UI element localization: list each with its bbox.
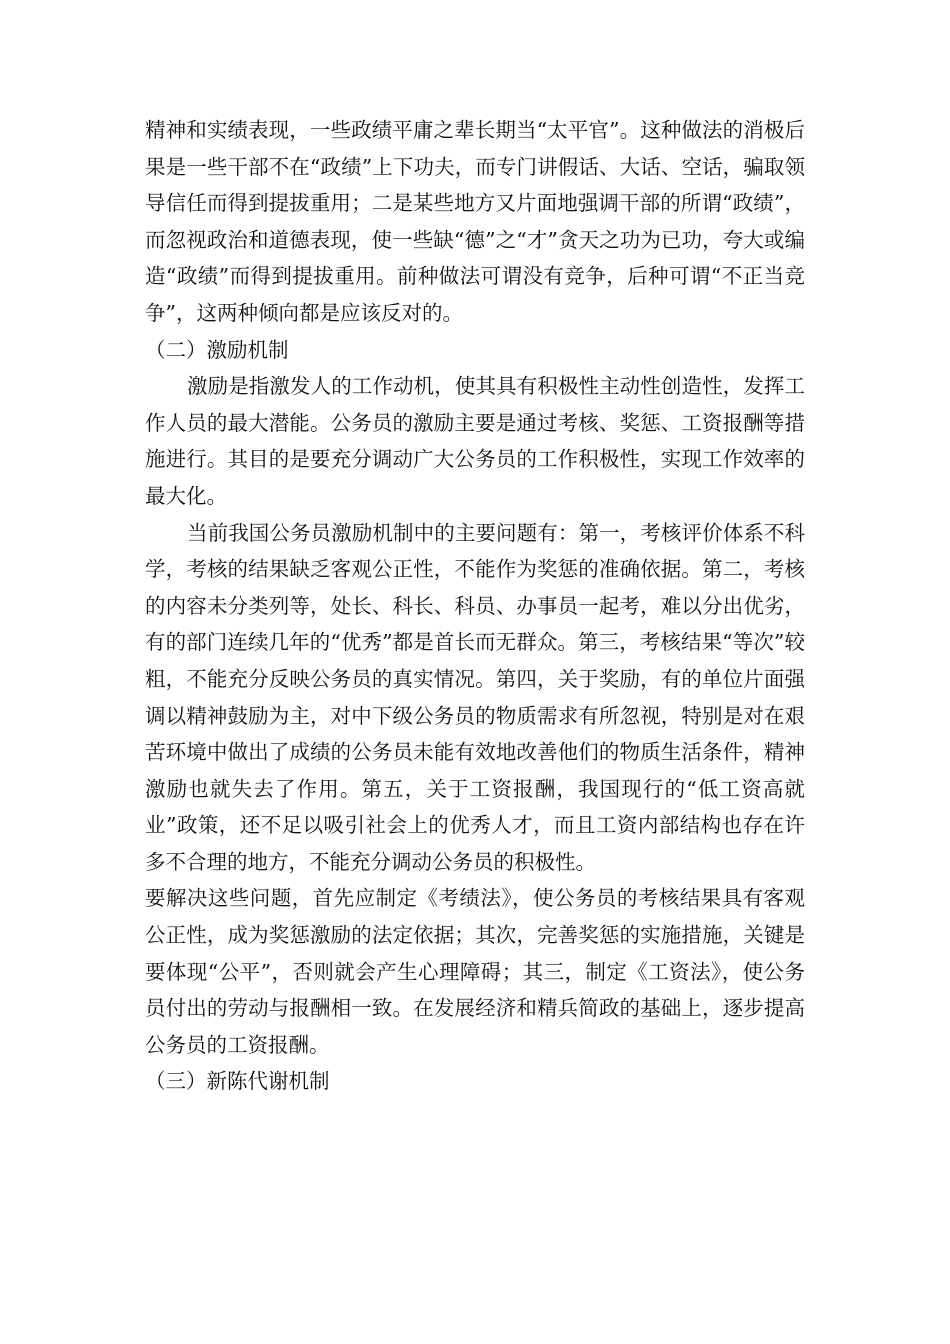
section-heading-metabolism-mechanism: （三）新陈代谢机制 [145,1069,330,1094]
paragraph-incentive-definition: 激励是指激发人的工作动机，使其具有积极性主动性创造性，发挥工作人员的最大潜能。公务员的激励主要是通过考核、奖惩、工资报酬等措施进行。其目的是要充分调动广大公务员的工作积极性，实现工作效率的最大化。 [145,374,805,508]
section-heading-incentive-mechanism: （二）激励机制 [145,337,289,362]
paragraph-current-problems: 当前我国公务员激励机制中的主要问题有：第一，考核评价体系不科学，考核的结果缺乏客观公正性，不能作为奖惩的准确依据。第二，考核的内容未分类列等，处长、科长、科员、办事员一起考，难以分出优劣，有的部门连续几年的“优秀”都是首长而无群众。第三，考核结果“等次”较粗，不能充分反映公务员的真实情况。第四，关于奖励，有的单位片面强调以精神鼓励为主，对中下级公务员的物质需求有所忽视，特别是对在艰苦环境中做出了成绩的公务员未能有效地改善他们的物质生活条件，精神激励也就失去了作用。第五，关于工资报酬，我国现行的“低工资高就业”政策，还不足以吸引社会上的优秀人才，而且工资内部结构也存在许多不合理的地方，不能充分调动公务员的积极性。 [145,520,805,874]
document-body [145,112,805,1100]
paragraph-solutions: 要解决这些问题，首先应制定《考绩法》，使公务员的考核结果具有客观公正性，成为奖惩激励的法定依据；其次，完善奖惩的实施措施，关键是要体现“公平”，否则就会产生心理障碍；其三，制定《工资法》，使公务员付出的劳动与报酬相一致。在发展经济和精兵简政的基础上，逐步提高公务员的工资报酬。 [145,886,805,1057]
paragraph-continuation: 精神和实绩表现，一些政绩平庸之辈长期当“太平官”。这种做法的消极后果是一些干部不在“政绩”上下功夫，而专门讲假话、大话、空话，骗取领导信任而得到提拔重用；二是某些地方又片面地强调干部的所谓“政绩”，而忽视政治和道德表现，使一些缺“德”之“才”贪天之功为已功，夸大或编造“政绩”而得到提拔重用。前种做法可谓没有竞争，后种可谓“不正当竞争”，这两种倾向都是应该反对的。 [145,118,805,325]
